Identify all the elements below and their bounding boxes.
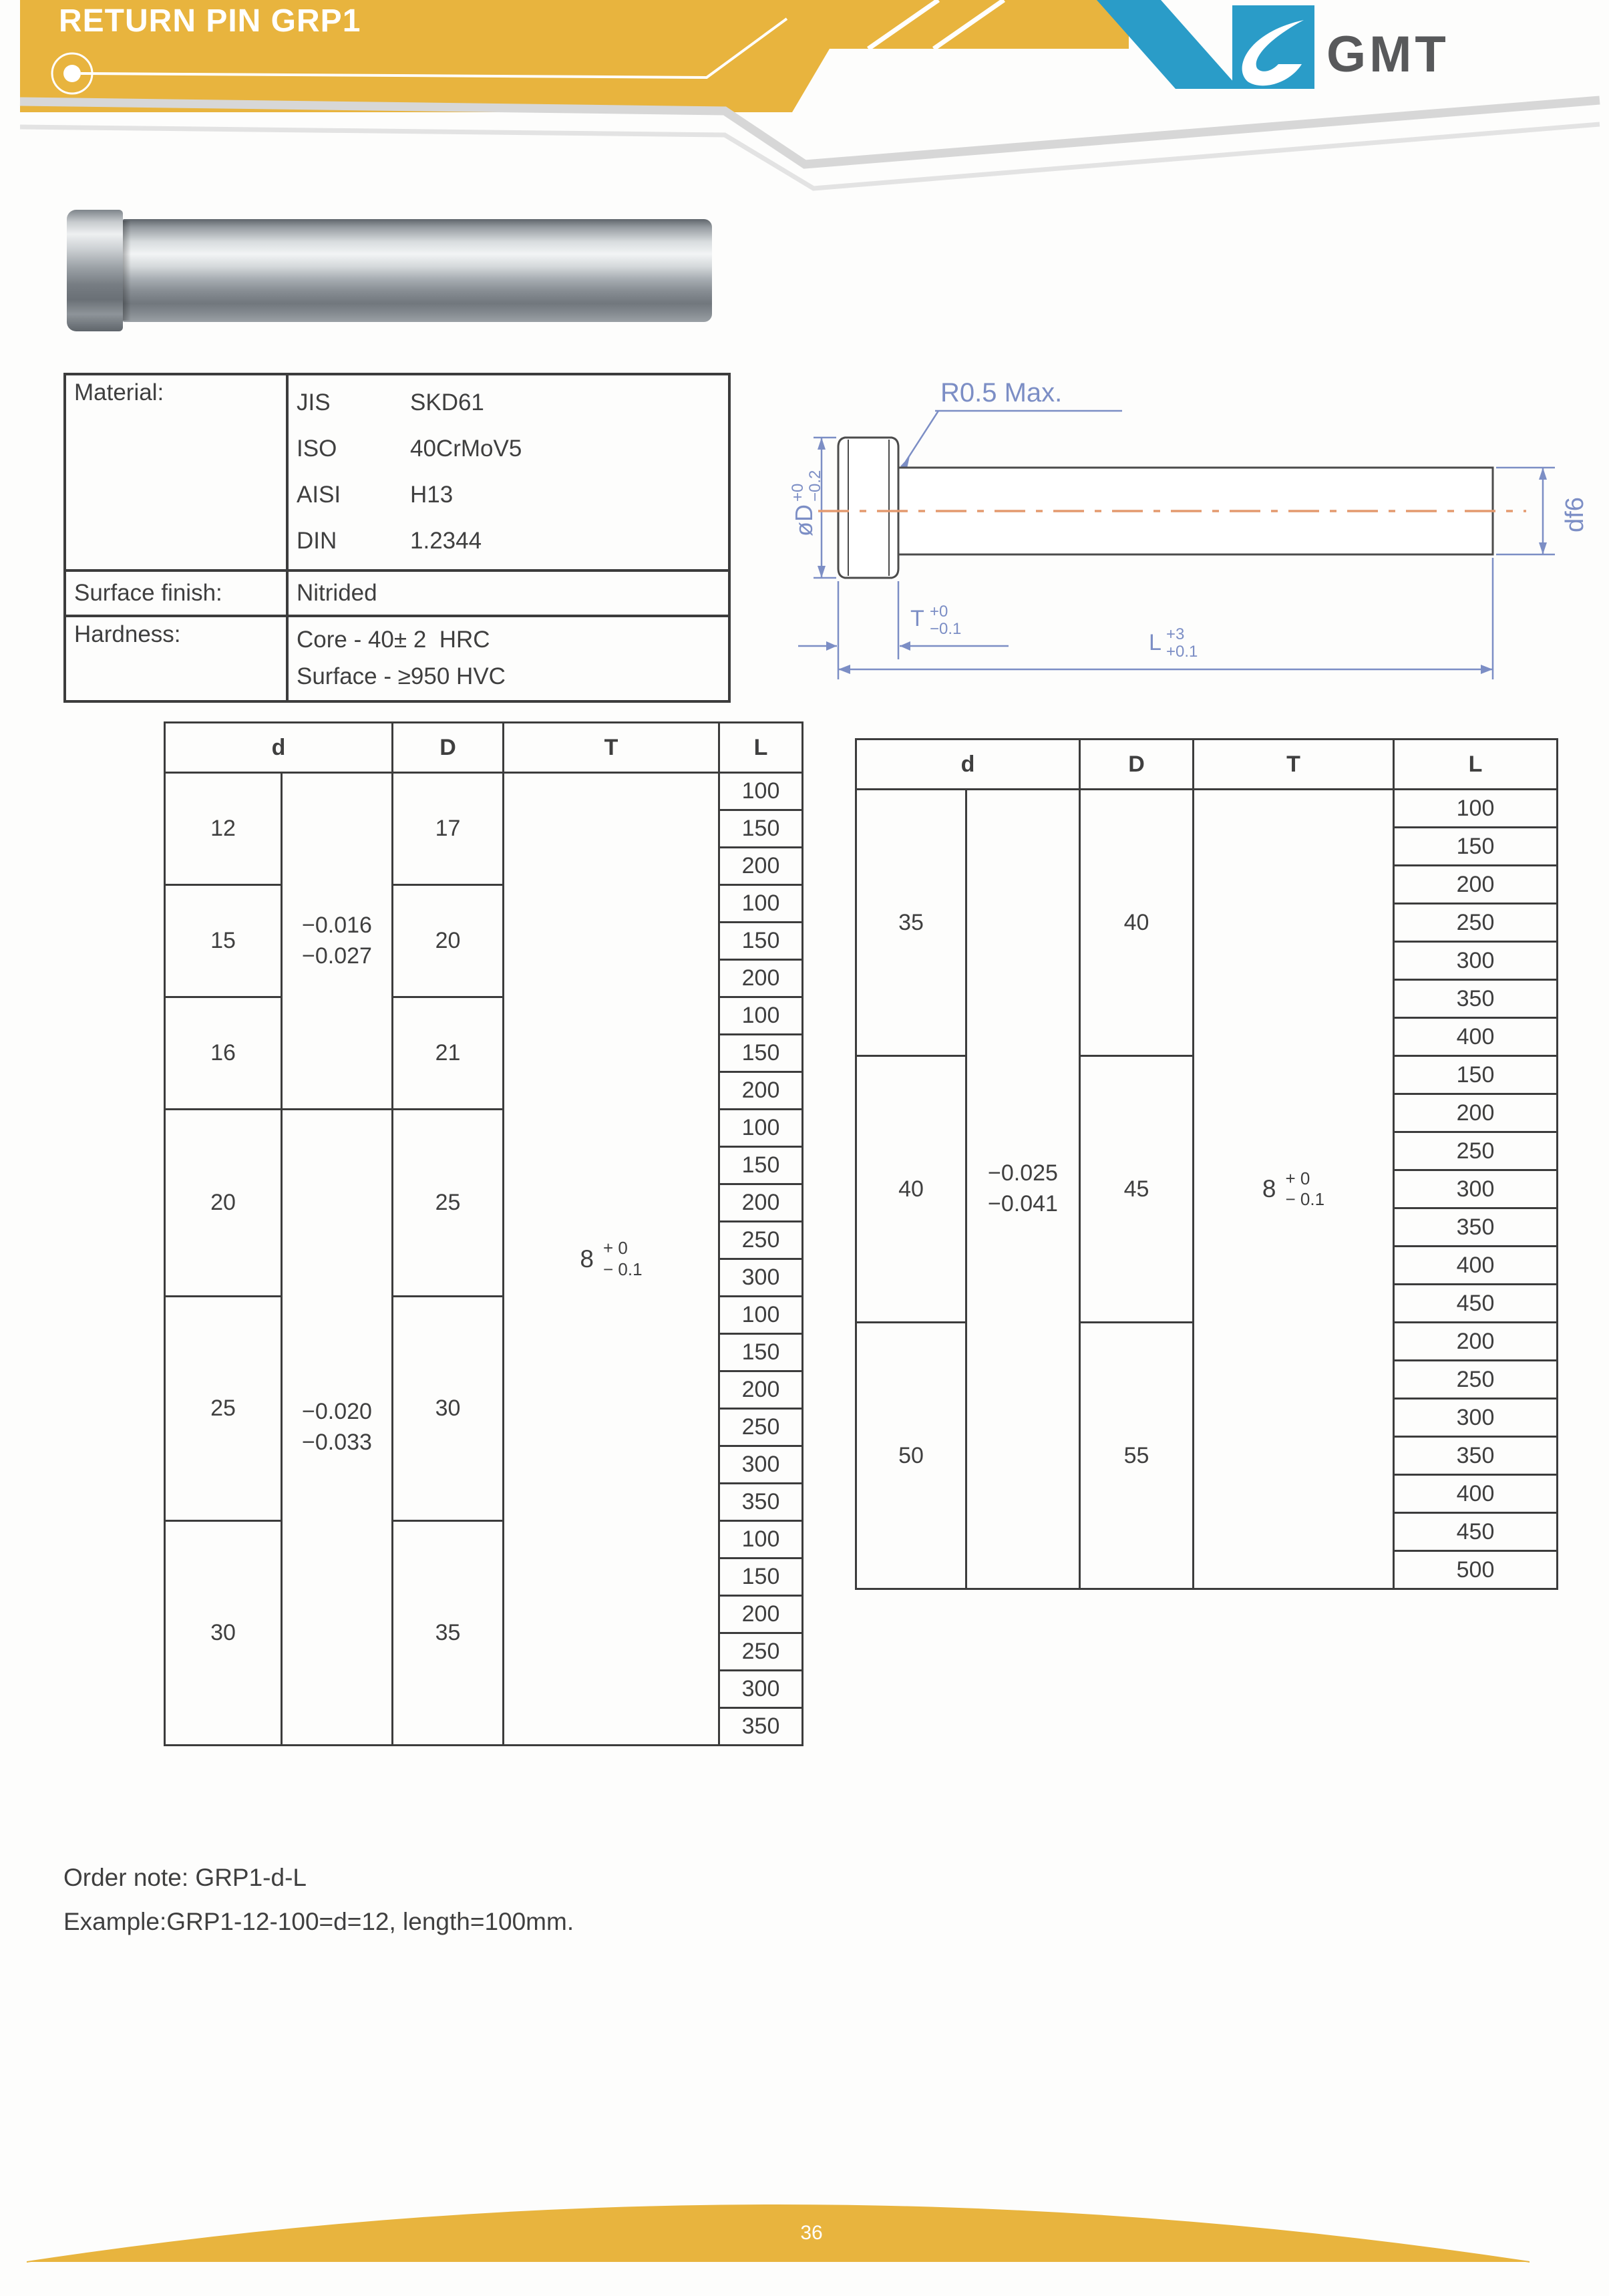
pin-outline bbox=[838, 438, 1493, 578]
D-cell: 45 bbox=[1080, 1056, 1194, 1323]
length-cell: 150 bbox=[719, 923, 803, 960]
length-cell: 350 bbox=[719, 1708, 803, 1746]
hardness-label: Hardness: bbox=[65, 616, 287, 701]
radius-note: R0.5 Max. bbox=[940, 378, 1063, 407]
pin-shaft bbox=[123, 219, 712, 322]
d-cell: 30 bbox=[165, 1521, 282, 1746]
t-dim-label: T bbox=[910, 606, 924, 631]
standard-value: SKD61 bbox=[410, 389, 484, 416]
d-cell: 40 bbox=[856, 1056, 966, 1323]
length-cell: 500 bbox=[1394, 1551, 1558, 1589]
hardness-surface: Surface - ≥950 HVC bbox=[297, 663, 506, 689]
gray-ribbon bbox=[20, 124, 1600, 188]
length-cell: 200 bbox=[1394, 1323, 1558, 1361]
D-cell: 40 bbox=[1080, 790, 1194, 1056]
D-cell: 25 bbox=[393, 1110, 504, 1297]
page-number: 36 bbox=[800, 2222, 823, 2244]
d-cell: 15 bbox=[165, 885, 282, 997]
length-cell: 150 bbox=[719, 1559, 803, 1596]
col-header-d: d bbox=[165, 723, 393, 773]
t-tol-minus: −0.1 bbox=[930, 620, 962, 638]
D-cell: 30 bbox=[393, 1297, 504, 1521]
length-cell: 250 bbox=[1394, 1132, 1558, 1170]
dia-label: øD bbox=[790, 504, 818, 536]
length-cell: 400 bbox=[1394, 1475, 1558, 1513]
length-cell: 350 bbox=[1394, 1208, 1558, 1247]
length-cell: 150 bbox=[1394, 828, 1558, 866]
D-cell: 17 bbox=[393, 773, 504, 885]
length-cell: 300 bbox=[719, 1671, 803, 1708]
length-cell: 200 bbox=[719, 1072, 803, 1110]
col-header-T: T bbox=[1194, 740, 1394, 790]
d-tolerance-cell: −0.020 −0.033 bbox=[282, 1110, 393, 1746]
length-cell: 100 bbox=[1394, 790, 1558, 828]
length-cell: 450 bbox=[1394, 1285, 1558, 1323]
length-cell: 150 bbox=[719, 1147, 803, 1184]
length-cell: 150 bbox=[1394, 1056, 1558, 1094]
standard-code: DIN bbox=[297, 527, 337, 554]
length-cell: 300 bbox=[1394, 1170, 1558, 1208]
l-tol-plus: +3 bbox=[1166, 625, 1185, 643]
length-cell: 300 bbox=[719, 1446, 803, 1484]
length-cell: 250 bbox=[719, 1409, 803, 1446]
length-cell: 100 bbox=[719, 1110, 803, 1147]
length-cell: 200 bbox=[1394, 866, 1558, 904]
col-header-D: D bbox=[393, 723, 504, 773]
standard-value: 40CrMoV5 bbox=[410, 435, 522, 462]
col-header-L: L bbox=[1394, 740, 1558, 790]
t-tol-plus: +0 bbox=[930, 603, 948, 621]
col-header-D: D bbox=[1080, 740, 1194, 790]
length-cell: 250 bbox=[1394, 1361, 1558, 1399]
header-dot-icon bbox=[63, 65, 81, 82]
standard-code: JIS bbox=[297, 389, 331, 416]
brand-text: GMT bbox=[1326, 26, 1449, 83]
dia-tol-plus: +0 bbox=[789, 483, 807, 502]
length-cell: 400 bbox=[1394, 1018, 1558, 1056]
D-cell: 21 bbox=[393, 997, 504, 1110]
length-cell: 150 bbox=[719, 1334, 803, 1371]
material-standards bbox=[297, 379, 720, 564]
length-cell: 250 bbox=[719, 1222, 803, 1259]
length-cell: 200 bbox=[719, 960, 803, 997]
D-cell: 55 bbox=[1080, 1323, 1194, 1589]
length-cell: 350 bbox=[719, 1484, 803, 1521]
d-cell: 12 bbox=[165, 773, 282, 885]
shaft-fit-label: df6 bbox=[1561, 497, 1589, 532]
material-standard-row bbox=[297, 426, 720, 472]
length-cell: 300 bbox=[1394, 1399, 1558, 1437]
material-standard-row bbox=[297, 472, 720, 518]
surface-finish-label: Surface finish: bbox=[65, 570, 287, 616]
length-cell: 100 bbox=[719, 773, 803, 810]
material-label: Material: bbox=[65, 374, 287, 570]
col-header-L: L bbox=[719, 723, 803, 773]
pin-neck-shadow bbox=[123, 220, 131, 321]
length-cell: 250 bbox=[1394, 904, 1558, 942]
length-cell: 200 bbox=[1394, 1094, 1558, 1132]
standard-value: H13 bbox=[410, 481, 454, 508]
dia-tol-minus: −0.2 bbox=[806, 470, 824, 502]
length-cell: 350 bbox=[1394, 980, 1558, 1018]
length-cell: 100 bbox=[719, 1297, 803, 1334]
l-dim-label: L bbox=[1149, 630, 1161, 655]
d-tolerance-cell: −0.016 −0.027 bbox=[282, 773, 393, 1110]
d-cell: 35 bbox=[856, 790, 966, 1056]
standard-code: AISI bbox=[297, 481, 341, 508]
d-cell: 50 bbox=[856, 1323, 966, 1589]
example-note: Example:GRP1-12-100=d=12, length=100mm. bbox=[63, 1908, 574, 1935]
order-note: Order note: GRP1-d-L bbox=[63, 1864, 307, 1891]
length-cell: 200 bbox=[719, 1596, 803, 1633]
D-cell: 20 bbox=[393, 885, 504, 997]
D-cell: 35 bbox=[393, 1521, 504, 1746]
col-header-d: d bbox=[856, 740, 1080, 790]
length-cell: 300 bbox=[719, 1259, 803, 1297]
pin-flange bbox=[67, 210, 123, 331]
col-header-T: T bbox=[504, 723, 719, 773]
d-cell: 16 bbox=[165, 997, 282, 1110]
length-cell: 150 bbox=[719, 1035, 803, 1072]
standard-value: 1.2344 bbox=[410, 527, 482, 554]
footer-band bbox=[0, 2198, 1609, 2296]
length-cell: 200 bbox=[719, 848, 803, 885]
dim-table-right bbox=[855, 738, 1558, 1590]
length-cell: 250 bbox=[719, 1633, 803, 1671]
hardness-core: Core - 40± 2 HRC bbox=[297, 626, 490, 653]
length-cell: 400 bbox=[1394, 1247, 1558, 1285]
length-cell: 100 bbox=[719, 1521, 803, 1559]
l-tol-minus: +0.1 bbox=[1166, 643, 1198, 661]
technical-drawing bbox=[788, 357, 1609, 695]
surface-finish-value: Nitrided bbox=[287, 570, 729, 616]
d-tolerance-cell: −0.025 −0.041 bbox=[966, 790, 1080, 1589]
t-tolerance-cell: 8 + 0 − 0.1 bbox=[504, 773, 719, 1746]
spec-table bbox=[63, 373, 731, 703]
length-cell: 100 bbox=[719, 885, 803, 923]
length-cell: 300 bbox=[1394, 942, 1558, 980]
length-cell: 150 bbox=[719, 810, 803, 848]
material-standard-row bbox=[297, 518, 720, 564]
page-title: RETURN PIN GRP1 bbox=[59, 3, 361, 39]
standard-code: ISO bbox=[297, 435, 337, 462]
d-cell: 25 bbox=[165, 1297, 282, 1521]
length-cell: 200 bbox=[719, 1371, 803, 1409]
length-cell: 100 bbox=[719, 997, 803, 1035]
dim-table-left bbox=[164, 721, 803, 1746]
d-cell: 20 bbox=[165, 1110, 282, 1297]
t-tolerance-cell: 8 + 0 − 0.1 bbox=[1194, 790, 1394, 1589]
length-cell: 200 bbox=[719, 1184, 803, 1222]
material-standard-row bbox=[297, 379, 720, 426]
length-cell: 350 bbox=[1394, 1437, 1558, 1475]
length-cell: 450 bbox=[1394, 1513, 1558, 1551]
